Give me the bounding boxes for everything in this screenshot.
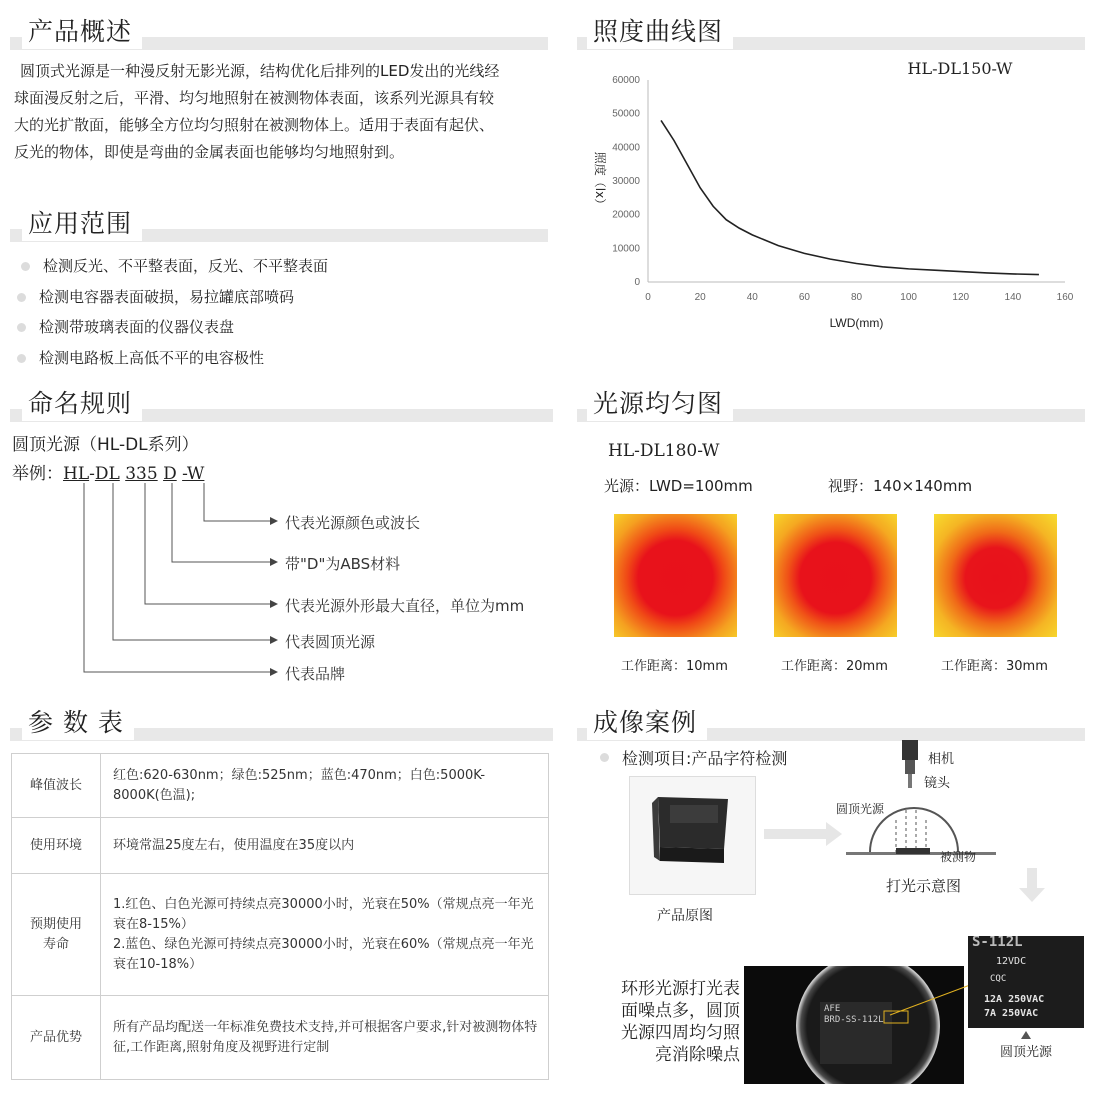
overview-line: 圆顶式光源是一种漫反射无影光源，结构优化后排列的LED发出的光线经 [20,62,500,80]
uniformity-light-source: 光源：LWD=100mm [604,477,753,495]
imaging-item: 检测项目:产品字符检测 [622,746,787,769]
param-value: 1.红色、白色光源可持续点亮30000小时，光衰在50%（常规点亮一年光衰在8-15%） 2.蓝色、绿色光源可持续点亮30000小时，光衰在60%（常规点亮一年光衰在10-18%） [101,874,549,996]
naming-explanation: 代表品牌 [285,665,346,683]
x-tick-label: 60 [798,292,810,303]
params-section-title [10,706,553,746]
params-title: 参 数 表 [22,706,134,740]
param-key [12,874,101,996]
dome-result-label: 圆顶光源 [1000,1045,1053,1060]
application-item: 检测电容器表面破损，易拉罐底部喷码 [39,288,295,306]
x-tick-label: 40 [746,292,758,303]
comparison-line: 光源四周均匀照 [621,1023,740,1043]
arrow-right-icon [764,822,844,846]
zoom-line: 12VDC [996,956,1027,967]
uniformity-heatmap-20mm [774,514,897,637]
table-row [12,818,549,874]
comparison-line: 环形光源打光表 [621,979,740,999]
param-value: 环境常温25度左右，使用温度在35度以内 [101,818,549,874]
code-part-series: DL [94,464,120,484]
uniformity-heatmap-30mm [934,514,1057,637]
y-tick-label: 40000 [612,142,640,154]
x-axis-label: LWD(mm) [829,316,884,330]
product-photo [629,776,756,895]
param-key-text: 预期使用寿命 [29,916,82,952]
x-tick-label: 140 [1004,292,1022,303]
naming-series: 圆顶光源（HL-DL系列） [12,435,199,455]
naming-explanation: 代表光源颜色或波长 [285,514,421,532]
application-item: 检测带玻璃表面的仪器仪表盘 [39,318,235,336]
table-row [12,996,549,1080]
overview-line: 球面漫反射之后，平滑、均匀地照射在被测物体表面，该系列光源具有较 [14,89,495,107]
illuminance-chart [570,52,1090,342]
naming-explanation: 代表圆顶光源 [285,633,376,651]
relay-brand: AFE [824,1004,841,1014]
naming-explanation: 代表光源外形最大直径，单位为mm [285,597,525,615]
application-item: 检测电路板上高低不平的电容极性 [39,349,265,367]
example-prefix: 举例： [12,464,63,484]
x-tick-label: 160 [1056,292,1074,303]
code-part-dash: - [89,464,95,484]
illuminance-series-line [661,120,1039,274]
param-key: 峰值波长 [12,754,101,818]
param-key: 使用环境 [12,818,101,874]
param-value: 所有产品均配送一年标准免费技术支持,并可根据客户要求,针对被测物体特征,工作距离,照射角度及视野进行定制 [101,996,549,1080]
applications-title: 应用范围 [22,207,142,241]
code-part-brand: HL [63,464,90,484]
application-item: 检测反光、不平整表面，反光、不平整表面 [43,257,329,275]
uniformity-title: 光源均匀图 [587,387,733,421]
uniformity-caption: 工作距离：10mm [621,659,728,674]
y-axis-label: 照度（lx） [593,151,607,211]
camera-label: 相机 [928,752,955,767]
x-tick-label: 0 [645,292,651,303]
zoom-line: 7A 250VAC [984,1008,1039,1019]
illuminance-section-title [577,15,1085,55]
zoom-connector [880,955,980,1035]
x-tick-label: 80 [850,292,863,303]
uniformity-section-title [577,387,1085,427]
zoom-line: S-112L [972,936,1023,950]
x-tick-label: 100 [900,292,917,303]
uniformity-caption: 工作距离：20mm [781,659,888,674]
uniformity-fov: 视野：140×140mm [828,477,973,495]
code-part-material: D [163,464,177,484]
x-tick-label: 20 [694,292,706,303]
comparison-line: 面噪点多，圆顶 [621,1001,740,1021]
overview-title: 产品概述 [22,15,142,49]
y-tick-label: 50000 [612,108,640,120]
imaging-title: 成像案例 [587,706,707,740]
product-caption: 产品原图 [657,908,713,924]
table-row [12,754,549,818]
x-tick-label: 120 [952,292,970,303]
chart-title: HL-DL150-W [907,59,1013,78]
relay-model: BRD-SS-112L [824,1015,884,1025]
y-tick-label: 20000 [612,209,640,221]
arrow-down-icon [1014,868,1050,904]
relay-image [630,777,755,894]
uniformity-model: HL-DL180-W [608,441,720,461]
overview-line: 反光的物体，即使是弯曲的金属表面也能够均匀地照射到。 [14,143,405,161]
dome-label: 圆顶光源 [836,802,885,816]
naming-title: 命名规则 [22,387,142,421]
y-tick-label: 10000 [612,243,640,255]
code-part-color: -W [182,464,205,484]
illuminance-title: 照度曲线图 [587,15,733,49]
naming-explanation: 带"D"为ABS材料 [285,555,401,573]
uniformity-caption: 工作距离：30mm [941,659,1048,674]
code-part-diameter: 335 [125,464,158,484]
param-key: 产品优势 [12,996,101,1080]
lighting-caption: 打光示意图 [886,877,962,895]
uniformity-heatmap-10mm [614,514,737,637]
y-tick-label: 0 [634,277,640,288]
table-row [12,874,549,996]
y-tick-label: 30000 [612,176,640,187]
object-label: 被测物 [940,850,977,864]
dome-result-image [968,936,1084,1028]
comparison-text [606,978,740,1066]
zoom-line: 12A 250VAC [984,994,1045,1005]
lens-label: 镜头 [924,776,951,791]
comparison-line: 亮消除噪点 [655,1045,740,1065]
params-table [11,753,549,1080]
overview-line: 大的光扩散面，能够全方位均匀照射在被测物体上。适用于表面有起伏、 [14,116,495,134]
y-tick-label: 60000 [612,75,640,86]
triangle-up-icon [1021,1031,1031,1039]
zoom-line: CQC [990,974,1007,984]
param-value: 红色:620-630nm；绿色:525nm；蓝色:470nm；白色:5000K-8000K(色温); [101,754,549,818]
